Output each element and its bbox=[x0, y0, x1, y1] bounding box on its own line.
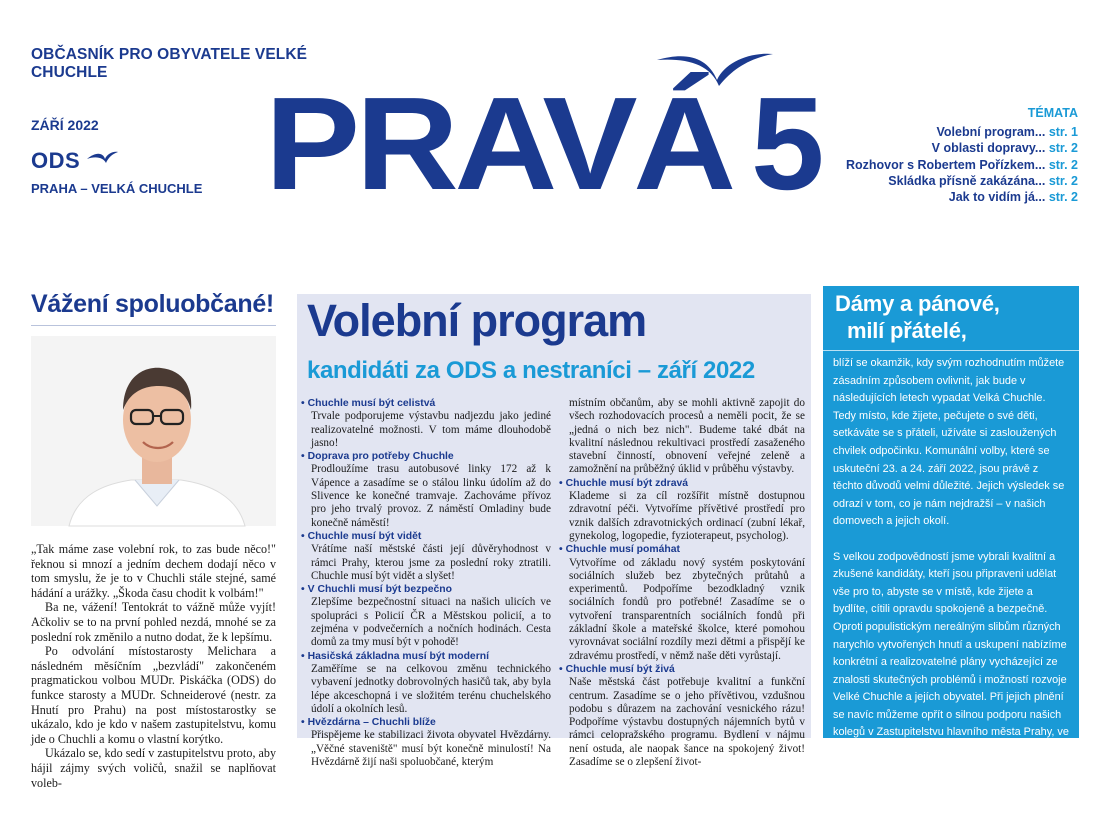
topic-page: str. 2 bbox=[1048, 173, 1078, 188]
program-item-heading: • Chuchle musí být živá bbox=[559, 663, 805, 676]
program-item-text: Naše městská část potřebuje kvalitní a funkční centrum. Zasadíme se o jeho přívětivou, vzdušnou podobu s důrazem na zachování vesnického rázu! Podpoříme výstavbu dostupných nájemních bytů v rámci celopražského programu. Bydlení v nájmu není ostuda, ale naopak šance na spokojený život! Zasadíme se o zlepšení život- bbox=[569, 676, 805, 769]
letter-box bbox=[823, 286, 1079, 827]
intro-paragraph: Ba ne, vážení! Tentokrát to vážně může vyjít! Ačkoliv se to na první pohled nezdá, mnohé se za poslední rok změnilo a nutno dodat, že k lepšímu. bbox=[31, 600, 276, 644]
topic-item[interactable] bbox=[838, 189, 1078, 205]
program-item bbox=[301, 650, 551, 716]
intro-column bbox=[31, 290, 276, 790]
newspaper-title: PRAVÁ bbox=[265, 70, 732, 217]
ods-logo-text: ODS bbox=[31, 148, 81, 173]
program-item-text: Přispějeme ke stabilizaci života obyvatel Hvězdárny. „Věčné staveniště" musí být konečně minulostí! Na Hvězdárně žijí naši spoluobčané, kterým bbox=[311, 729, 551, 769]
masthead-subtitle: OBČASNÍK PRO OBYVATELE VELKÉ CHUCHLE bbox=[31, 46, 308, 81]
program-item bbox=[301, 450, 551, 530]
program-item-heading: • Chuchle musí být vidět bbox=[301, 530, 551, 543]
program-item bbox=[301, 583, 551, 649]
issue-date: ZÁŘÍ 2022 bbox=[31, 117, 99, 133]
issue-number: 5 bbox=[751, 70, 825, 217]
topics-heading: TÉMATA bbox=[1027, 106, 1078, 120]
topic-page: str. 1 bbox=[1048, 125, 1078, 139]
program-box bbox=[297, 294, 811, 769]
intro-text bbox=[31, 542, 276, 790]
author-photo bbox=[31, 336, 276, 526]
seagull-logo-icon bbox=[655, 50, 775, 86]
topic-label: V oblasti dopravy... bbox=[931, 141, 1046, 156]
program-item-heading: • V Chuchli musí být bezpečno bbox=[301, 583, 551, 596]
topic-page: str. 2 bbox=[1048, 141, 1078, 156]
topics-box bbox=[838, 106, 1078, 205]
program-item-heading: • Chuchle musí pomáhat bbox=[559, 543, 805, 556]
topic-label: Skládka přísně zakázána... bbox=[888, 173, 1046, 188]
ods-logo bbox=[31, 148, 151, 178]
topic-page: str. 2 bbox=[1048, 190, 1078, 205]
program-item-heading: • Doprava pro potřeby Chuchle bbox=[301, 450, 551, 463]
ods-bird-icon bbox=[85, 150, 119, 164]
topic-item[interactable] bbox=[838, 140, 1078, 156]
letter-title-line: Dámy a pánové, bbox=[835, 291, 1000, 316]
program-item-heading: • Hvězdárna – Chuchli blíže bbox=[301, 716, 551, 729]
program-item bbox=[301, 397, 551, 450]
letter-title bbox=[823, 286, 1079, 351]
letter-paragraph: S velkou zodpovědností jsme vybrali kvalitní a zkušené kandidáty, kteří jsou připraveni udělat vše pro to, abyste se v místě, kde žijete a bydlíte, cítili opravdu spokojeně a bezpečně. Oproti populistickým nereálným slibům různých narychlo vytvořených hnutí a uskupení nabízíme konkrétní a realizovatelné plány vycházející ze znalosti skutečných problémů i možností rozvoje Velké Chuchle a jejích obyvatel. Při jejich plnění se navíc můžeme opřít o silnou podporu našich kolegů v Zastupitelstvu hlavního města Prahy, ve vládě i v obou komorách Parlamentu. bbox=[833, 550, 1069, 757]
program-item-heading: • Chuchle musí být zdravá bbox=[559, 477, 805, 490]
program-item bbox=[559, 663, 805, 769]
program-continued-text: místním občanům, aby se mohli aktivně zapojit do všech rozhodovacích procesů a neměli pocit, že se „jedná o nich bez nich". Budeme také dbát na kvalitní následnou rekultivaci prostředí zasaženého stavební činností, obnovení veřejné zeleně a zamožnění na průběžný úklid v průběhu výstavby. bbox=[569, 397, 805, 476]
intro-paragraph: Ukázalo se, kdo sedí v zastupitelstvu proto, aby hájil zájmy svých voličů, snažil se naplňovat voleb- bbox=[31, 746, 276, 790]
program-item-heading: • Chuchle musí být celistvá bbox=[301, 397, 551, 410]
program-title: Volební program bbox=[307, 295, 647, 346]
intro-paragraph: Po odvolání místostarosty Melichara a následném měsíčním „bezvládí" zakončeném pragmatickou volbou MUDr. Piskáčka (ODS) do funkce starosty a MUDr. Schneiderové (nestr. za Hnutí pro Prahu) na post místostarostky se ukázalo, kdo je kdo v našem zastupitelstvu, komu jde o Chuchli a komu o vlastní korýtko. bbox=[31, 644, 276, 746]
letter-paragraph: blíží se okamžik, kdy svým rozhodnutím můžete zásadním způsobem ovlivnit, jak bude v následujících letech vypadat Velká Chuchle. Tedy místo, kde žijete, pečujete o své děti, setkáváte se s přáteli, užíváte si zasloužených chvilek odpočinku. Komunální volby, které se uskuteční 23. a 24. září 2022, jsou právě z těchto důvodů velmi důležité. Jejich výsledek se odrazí v tom, co je nám nejdražší – v našich domovech a jejich okolí. bbox=[833, 357, 1065, 528]
topic-label: Volební program... bbox=[936, 125, 1046, 139]
program-right-column bbox=[559, 397, 805, 769]
portrait-illustration bbox=[31, 336, 276, 526]
region-label: PRAHA – VELKÁ CHUCHLE bbox=[31, 181, 203, 196]
topic-label: Jak to vidím já... bbox=[948, 190, 1046, 205]
program-item-text: Zaměříme se na celkovou změnu technického vybavení jednotky dobrovolných hasičů tak, aby byla lépe akceschopná i ve složitém terénu chuchelského údolí a okolních lesů. bbox=[311, 662, 551, 715]
letter-title-line: milí přátelé, bbox=[847, 318, 967, 343]
topic-item[interactable] bbox=[838, 157, 1078, 173]
intro-paragraph: „Tak máme zase volební rok, to zas bude něco!" řeknou si mnozí a jedním dechem dodají něco v tom smyslu, že je to v Chuchli stále stejné, samé hádání a urážky. „Škoda času chodit k volbám!" bbox=[31, 542, 276, 600]
program-left-column bbox=[301, 397, 551, 769]
topic-page: str. 2 bbox=[1048, 157, 1078, 172]
program-subtitle: kandidáti za ODS a nestraníci – září 2022 bbox=[307, 357, 755, 384]
newspaper-title-block bbox=[265, 70, 845, 220]
program-item-text: Zlepšíme bezpečnostní situaci na našich ulicích ve spolupráci s Policií ČR a Městskou policií, a to zejména v podvečerních a nočních hodinách. Cesta domů za tmy musí být v pohodě! bbox=[311, 596, 551, 649]
program-item-text: Vytvoříme od základu nový systém poskytování sociálních služeb bez zbytečných průtahů a experimentů. Podpoříme bezodkladný vznik sociálních fondů pro potřebné! Zasadíme se o vytvoření transparentních sociálních fondů při základní škole a mateřské školce, které pomohou vyrovnávat sociální rozdíly mezi dětmi a přispějí ke zdravému prostředí, v němž naše děti vyrůstají. bbox=[569, 556, 805, 662]
topic-label: Rozhovor s Robertem Pořízkem... bbox=[845, 157, 1046, 172]
topic-item[interactable] bbox=[838, 173, 1078, 189]
program-item bbox=[301, 530, 551, 583]
program-item bbox=[301, 716, 551, 769]
letter-paragraph: Dámy a pánové, milí přátelé, s velkou pokorou Vás žádám o podporu v nadcházejících komunál- bbox=[833, 779, 1057, 827]
program-item bbox=[559, 477, 805, 543]
letter-text bbox=[823, 355, 1079, 830]
program-item-text: Trvale podporujeme výstavbu nadjezdu jako jediné realizovatelné možnosti. V tom máme dlouhodobě jasno! bbox=[311, 410, 551, 449]
program-item-heading: • Hasičská základna musí být moderní bbox=[301, 650, 551, 663]
program-item-text: Vrátíme naší městské části její důvěryhodnost v rámci Prahy, kterou jsme za poslední roky ztratili. Chuchle musí být vidět a slyšet! bbox=[311, 543, 551, 582]
program-item bbox=[559, 543, 805, 663]
intro-title: Vážení spoluobčané! bbox=[31, 290, 276, 326]
program-item-text: Prodloužíme trasu autobusové linky 172 až k Vápence a zasadíme se o stálou linku údolím až do Slivence ke konečné tramvaje. Zachováme přívoz pro jeho trvalý provoz. Z náměstí Omladiny bude konečně náměstí! bbox=[311, 463, 551, 529]
program-item-text: Klademe si za cíl rozšířit místně dostupnou zdravotní péči. Vytvoříme přívětivé prostředí pro vznik dalších zdravotnických ordinací (zubní lékař, gynekolog, logopedie, fyzioterapeut, psycholog). bbox=[569, 490, 805, 542]
topic-item[interactable] bbox=[838, 124, 1078, 140]
